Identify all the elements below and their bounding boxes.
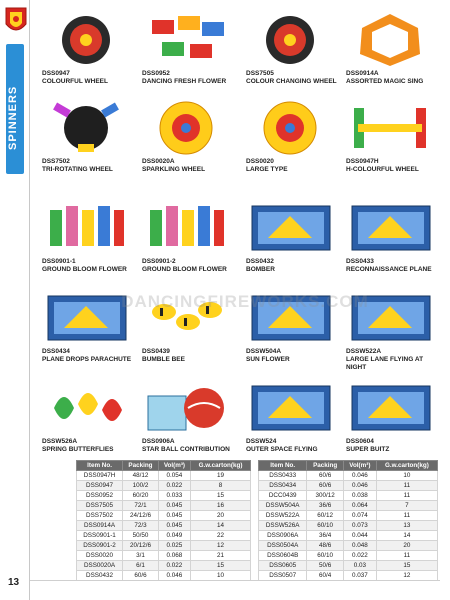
table-row [77, 561, 251, 571]
table-cell: 15 [191, 491, 251, 501]
table-cell: 0.033 [158, 491, 190, 501]
product-name: BOMBER [246, 266, 275, 273]
table-cell: DSS0020A [77, 561, 123, 571]
table-cell: 12 [191, 541, 251, 551]
table-cell: 72/3 [123, 521, 159, 531]
product-dss0901-2 [140, 198, 235, 288]
table-cell: DSS0605 [259, 561, 307, 571]
table-row [259, 511, 438, 521]
table-cell: 36/6 [307, 501, 344, 511]
table-row [77, 511, 251, 521]
table-cell: 50/50 [123, 531, 159, 541]
table-row [77, 471, 251, 481]
table-row [77, 541, 251, 551]
product-image [348, 198, 432, 256]
table-cell: 0.038 [343, 491, 376, 501]
product-name: SPARKLING WHEEL [142, 166, 206, 173]
product-name: BUMBLE BEE [142, 356, 185, 363]
product-dssw504a [244, 288, 339, 378]
table-cell: 60/6 [123, 571, 159, 581]
product-code: DSS0020A [142, 158, 175, 165]
product-code: DSS0439 [142, 348, 170, 355]
product-image [248, 378, 332, 436]
table-row [259, 521, 438, 531]
spec-table-left [76, 460, 251, 581]
table-cell: 11 [376, 551, 437, 561]
brand-logo-icon [4, 6, 28, 36]
table-cell: 72/1 [123, 501, 159, 511]
table-cell: DSSW526A [259, 521, 307, 531]
table-cell: 15 [191, 561, 251, 571]
table-cell: 0.022 [158, 481, 190, 491]
product-dssw522a [344, 288, 439, 378]
product-code: DSS0901-2 [142, 258, 176, 265]
table-row [77, 491, 251, 501]
product-name: SUPER BUITZ [346, 446, 390, 453]
table-cell: 0.068 [158, 551, 190, 561]
table-cell: DSS0914A [77, 521, 123, 531]
table-cell: 12 [376, 571, 437, 581]
table-cell: DSS0947 [77, 481, 123, 491]
section-title: SPINNERS [7, 85, 19, 150]
table-cell: DSS0952 [77, 491, 123, 501]
table-cell: 10 [376, 471, 437, 481]
table-row [77, 531, 251, 541]
product-code: DSS0947H [346, 158, 379, 165]
product-dss0906a [140, 378, 235, 468]
table-cell: 14 [191, 521, 251, 531]
product-name: H-COLOURFUL WHEEL [346, 166, 419, 173]
product-code: DSSW522A [346, 348, 382, 355]
table-cell: DSS0020 [77, 551, 123, 561]
column-header: Vol(m³) [158, 461, 190, 471]
column-header: Vol(m³) [343, 461, 376, 471]
table-cell: 3/1 [123, 551, 159, 561]
watermark: DANCINGFIREWORKS.COM [121, 292, 369, 311]
table-cell: DSS0901-1 [77, 531, 123, 541]
table-cell: 0.045 [158, 511, 190, 521]
table-cell: 0.048 [343, 541, 376, 551]
column-header: Item No. [77, 461, 123, 471]
table-row [259, 501, 438, 511]
table-cell: 60/4 [307, 571, 344, 581]
table-cell: DSS0434 [259, 481, 307, 491]
product-name: DANCING FRESH FLOWER [142, 78, 227, 85]
product-image [44, 378, 128, 436]
product-dss7502 [40, 98, 135, 188]
table-row [259, 471, 438, 481]
table-cell: 100/2 [123, 481, 159, 491]
product-image [144, 98, 228, 156]
table-cell: DCC0439 [259, 491, 307, 501]
product-dss0020a [140, 98, 235, 188]
table-row [77, 521, 251, 531]
spec-table-right [258, 460, 438, 581]
table-row [259, 531, 438, 541]
table-cell: 11 [376, 511, 437, 521]
table-cell: DSS7502 [77, 511, 123, 521]
product-name: LARGE TYPE [246, 166, 288, 173]
table-row [259, 541, 438, 551]
product-name: LARGE LANE FLYING AT NIGHT [346, 356, 424, 371]
table-cell: DSS0432 [77, 571, 123, 581]
product-name: COLOURFUL WHEEL [42, 78, 108, 85]
table-cell: 60/10 [307, 521, 344, 531]
table-row [77, 551, 251, 561]
table-cell: 24/12/6 [123, 511, 159, 521]
table-cell: 0.045 [158, 521, 190, 531]
product-image [248, 98, 332, 156]
table-cell: 20 [191, 511, 251, 521]
table-cell: DSS0947H [77, 471, 123, 481]
table-cell: 20 [376, 541, 437, 551]
product-image [248, 10, 332, 68]
table-cell: DSS0906A [259, 531, 307, 541]
product-dss0952 [140, 10, 235, 100]
product-code: DSSW524 [246, 438, 277, 445]
product-dssw524 [244, 378, 339, 468]
product-image [348, 288, 432, 346]
table-cell: 60/6 [307, 481, 344, 491]
product-image [144, 198, 228, 256]
product-dss0901-1 [40, 198, 135, 288]
table-cell: DSS0901-2 [77, 541, 123, 551]
table-cell: 16 [191, 501, 251, 511]
table-cell: 22 [191, 531, 251, 541]
product-name: STAR BALL CONTRIBUTION [142, 446, 230, 453]
product-name: ASSORTED MAGIC SING [346, 78, 424, 85]
table-cell: DSSW522A [259, 511, 307, 521]
product-image [44, 98, 128, 156]
product-image [44, 10, 128, 68]
product-image [44, 198, 128, 256]
product-name: RECONNAISSANCE PLANE [346, 266, 432, 273]
table-cell: 21 [191, 551, 251, 561]
column-header: G.w.carton(kg) [191, 461, 251, 471]
product-dss0947h [344, 98, 439, 188]
product-name: TRI-ROTATING WHEEL [42, 166, 113, 173]
product-image [44, 288, 128, 346]
table-cell: 11 [376, 491, 437, 501]
product-dss7505 [244, 10, 339, 100]
table-row [77, 481, 251, 491]
table-cell: 11 [376, 481, 437, 491]
product-dss0433 [344, 198, 439, 288]
table-cell: 0.044 [343, 531, 376, 541]
product-image [248, 288, 332, 346]
table-cell: 60/10 [307, 551, 344, 561]
table-cell: 19 [191, 471, 251, 481]
table-cell: 0.074 [343, 511, 376, 521]
product-dss0434 [40, 288, 135, 378]
product-dss0020 [244, 98, 339, 188]
product-code: DSS7505 [246, 70, 274, 77]
product-name: SUN FLOWER [246, 356, 290, 363]
product-code: DSS7502 [42, 158, 70, 165]
product-dss0914a [344, 10, 439, 100]
table-cell: 0.046 [343, 471, 376, 481]
table-cell: 6/1 [123, 561, 159, 571]
table-cell: 0.045 [158, 501, 190, 511]
table-row [259, 571, 438, 581]
product-code: DSS0433 [346, 258, 374, 265]
table-cell: 48/6 [307, 541, 344, 551]
table-cell: DSSW504A [259, 501, 307, 511]
product-code: DSS0604 [346, 438, 374, 445]
table-cell: 13 [376, 521, 437, 531]
table-cell: 0.022 [158, 561, 190, 571]
product-name: COLOUR CHANGING WHEEL [246, 78, 337, 85]
table-cell: 0.054 [158, 471, 190, 481]
table-cell: DSS7505 [77, 501, 123, 511]
product-dss0439 [140, 288, 235, 378]
column-header: Item No. [259, 461, 307, 471]
product-code: DSS0020 [246, 158, 274, 165]
product-code: DSS0952 [142, 70, 170, 77]
product-code: DSS0432 [246, 258, 274, 265]
table-cell: 20/12/6 [123, 541, 159, 551]
product-dssw526a [40, 378, 135, 468]
page-number: 13 [8, 577, 20, 588]
product-image [144, 378, 228, 436]
product-image [144, 10, 228, 68]
table-row [77, 571, 251, 581]
product-code: DSSW504A [246, 348, 282, 355]
table-cell: 0.025 [158, 541, 190, 551]
product-name: GROUND BLOOM FLOWER [42, 266, 127, 273]
product-code: DSS0901-1 [42, 258, 76, 265]
bottom-rule [30, 580, 440, 581]
table-cell: 8 [191, 481, 251, 491]
product-image [348, 98, 432, 156]
table-cell: DSS0504A [259, 541, 307, 551]
table-cell: 14 [376, 531, 437, 541]
table-cell: 0.049 [158, 531, 190, 541]
table-cell: 15 [376, 561, 437, 571]
product-code: DSS0906A [142, 438, 175, 445]
table-cell: 60/6 [307, 471, 344, 481]
table-cell: 10 [191, 571, 251, 581]
table-cell: 7 [376, 501, 437, 511]
table-cell: 36/4 [307, 531, 344, 541]
table-cell: 0.03 [343, 561, 376, 571]
table-cell: 0.046 [343, 481, 376, 491]
column-header: G.w.carton(kg) [376, 461, 437, 471]
product-code: DSS0434 [42, 348, 70, 355]
table-cell: 0.046 [158, 571, 190, 581]
product-image [144, 288, 228, 346]
product-name: PLANE DROPS PARACHUTE [42, 356, 132, 363]
product-name: OUTER SPACE FLYING [246, 446, 318, 453]
column-header: Packing [123, 461, 159, 471]
product-image [348, 10, 432, 68]
table-cell: DSS0433 [259, 471, 307, 481]
product-dss0947 [40, 10, 135, 100]
table-cell: DSS0507 [259, 571, 307, 581]
table-row [77, 501, 251, 511]
table-cell: 0.064 [343, 501, 376, 511]
table-cell: 0.037 [343, 571, 376, 581]
product-image [348, 378, 432, 436]
product-code: DSSW526A [42, 438, 78, 445]
product-code: DSS0914A [346, 70, 379, 77]
table-cell: 300/12 [307, 491, 344, 501]
product-code: DSS0947 [42, 70, 70, 77]
product-dss0604 [344, 378, 439, 468]
table-row [259, 481, 438, 491]
sidebar [0, 0, 30, 600]
product-name: GROUND BLOOM FLOWER [142, 266, 227, 273]
table-cell: 0.022 [343, 551, 376, 561]
product-name: SPRING BUTTERFLIES [42, 446, 114, 453]
table-cell: 0.073 [343, 521, 376, 531]
table-cell: DSS0604B [259, 551, 307, 561]
column-header: Packing [307, 461, 344, 471]
table-cell: 48/12 [123, 471, 159, 481]
table-cell: 60/12 [307, 511, 344, 521]
table-row [259, 551, 438, 561]
table-cell: 60/20 [123, 491, 159, 501]
product-image [248, 198, 332, 256]
table-cell: 50/6 [307, 561, 344, 571]
table-row [259, 561, 438, 571]
product-dss0432 [244, 198, 339, 288]
table-row [259, 491, 438, 501]
